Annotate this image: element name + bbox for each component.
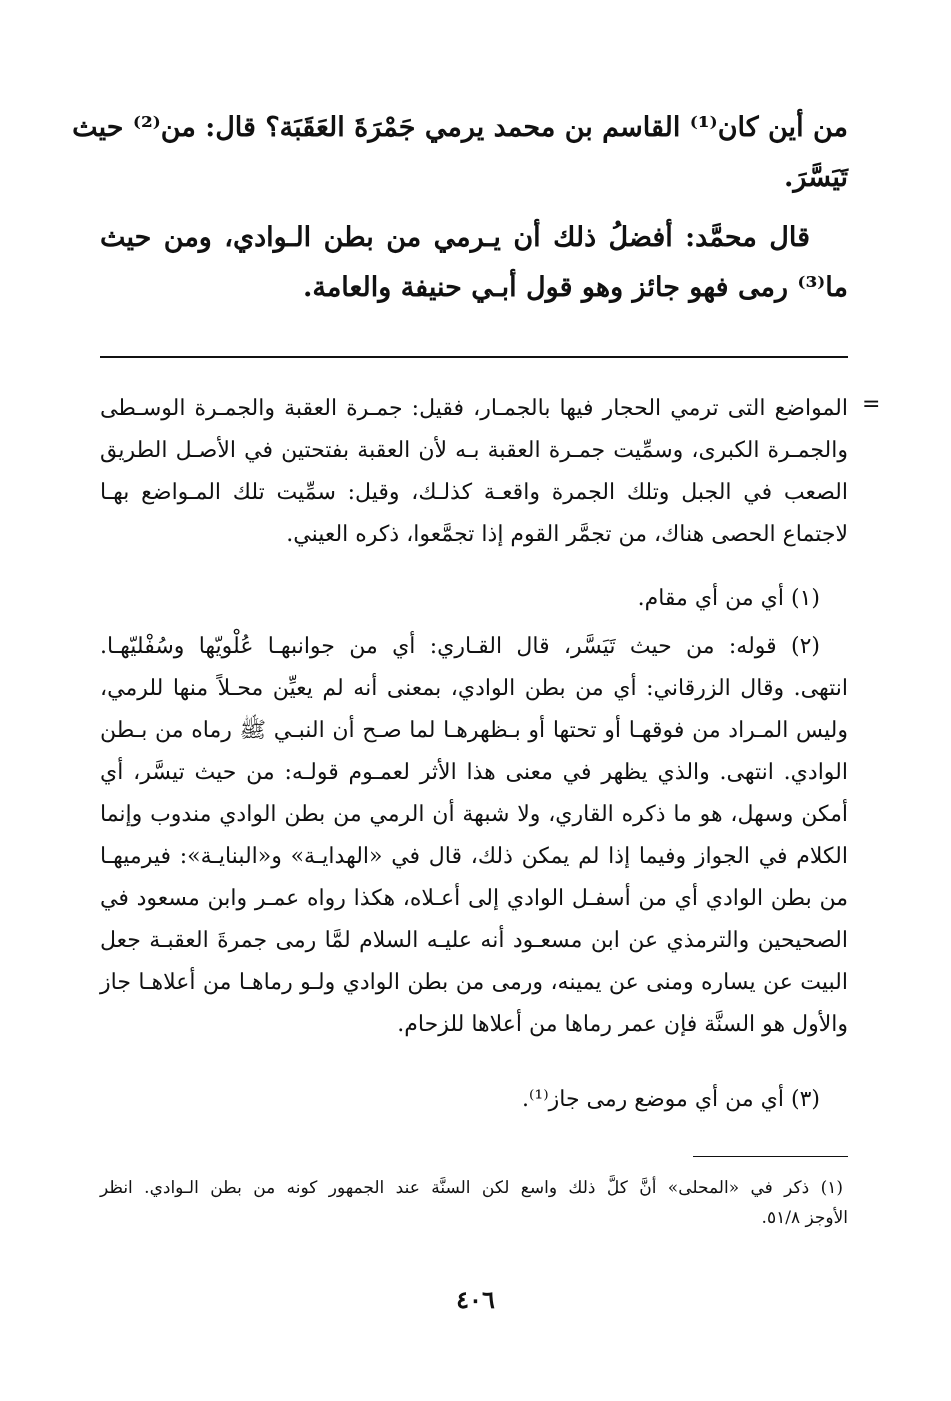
main-text-line: ما⁽³⁾ رمى فهو جائز وهو قول أبـي حنيفة والعامة. xyxy=(302,272,848,303)
commentary-note-2 xyxy=(100,626,848,1046)
commentary-line: أمكن وسهل، هو ما ذكره القاري، ولا شبهة أن الرمي من بطن الوادي مندوب وإنما xyxy=(100,802,848,827)
commentary-line: والجمـرة الكبرى، وسمِّيت جمـرة العقبة بـه لأن العقبة بفتحتين في الأصـل الطريق xyxy=(100,438,848,463)
page-number: ٤٠٦ xyxy=(456,1285,495,1314)
continuation-mark: = xyxy=(862,392,881,417)
main-text-line: تَيَسَّرَ. xyxy=(783,162,848,193)
commentary-line: (٢) قوله: من حيث تَيَسَّر، قال القـاري: أي من جوانبهـا عُلْويّها وسُفْليّهـا. xyxy=(100,634,820,659)
main-paragraph-2 xyxy=(100,213,848,313)
commentary-line: والأول هو السنَّة فإن عمر رماها من أعلاها للزحام. xyxy=(397,1012,848,1037)
footnote-line: الأوجز ٥١/٨. xyxy=(761,1208,848,1228)
footnote-line: (١) ذكر في «المحلى» أنَّ كلَّ ذلك واسع لكن السنَّة عند الجمهور كونه من بطن الـوادي. انظر xyxy=(100,1178,843,1198)
main-paragraph-1 xyxy=(72,103,848,203)
commentary-line: (١) أي من أي مقام. xyxy=(637,586,820,611)
footnote-separator-rule xyxy=(693,1156,848,1157)
commentary-continuation xyxy=(100,388,848,556)
commentary-line: الصحيحين والترمذي عن ابن مسعـود أنه عليـه السلام لمَّا رمى جمرةَ العقبـة جعل xyxy=(100,928,848,953)
commentary-line: انتهى. وقال الزرقاني: أي من بطن الوادي، بمعنى أنه لم يعيِّن محـلاً منها للرمي، xyxy=(100,676,848,701)
main-text-line: من أين كان⁽¹⁾ القاسم بن محمد يرمي جَمْرَةَ العَقَبَة؟ قال: من⁽²⁾ حيث xyxy=(72,112,848,143)
commentary-line: المواضع التى ترمي الحجار فيها بالجمـار، فقيل: جمـرة العقبة والجمـرة الوسـطى xyxy=(100,396,848,421)
footnote xyxy=(100,1173,848,1233)
main-text-line: قال محمَّد: أفضلُ ذلك أن يـرمي من بطن الـوادي، ومن حيث xyxy=(100,222,810,253)
commentary-line: الكلام في الجواز وفيما إذا لم يمكن ذلك، قال في «الهدايـة» و«البنايـة»: فيرميهـا xyxy=(100,844,848,869)
commentary-note-1 xyxy=(100,578,848,620)
main-separator-rule xyxy=(100,356,848,358)
commentary-line: وليس المـراد من فوقهـا أو تحتها أو بـظهرهـا لما صـح أن النبـي ﷺ رماه من بـطن xyxy=(100,718,848,743)
commentary-line: من بطن الوادي أي من أسفـل الوادي إلى أعـلاه، هكذا رواه عمـر وابن مسعود في xyxy=(100,886,848,911)
commentary-line: لاجتماع الحصى هناك، من تجمَّر القوم إذا تجمَّعوا، ذكره العيني. xyxy=(286,522,848,547)
commentary-line: الوادي. انتهى. والذي يظهر في معنى هذا الأثر لعمـوم قولـه: من حيث تيسَّر، أي xyxy=(100,760,848,785)
commentary-line: الصعب في الجبل وتلك الجمرة واقعـة كذلـك، وقيل: سمِّيت تلك المـواضع بهـا xyxy=(100,480,848,505)
commentary-line: (٣) أي من أي موضع رمى جاز⁽¹⁾. xyxy=(521,1087,820,1112)
commentary-note-3 xyxy=(100,1079,848,1121)
commentary-line: البيت عن يساره ومنى عن يمينه، ورمى من بطن الوادي ولـو رماهـا من أعلاهـا جاز xyxy=(100,970,848,995)
